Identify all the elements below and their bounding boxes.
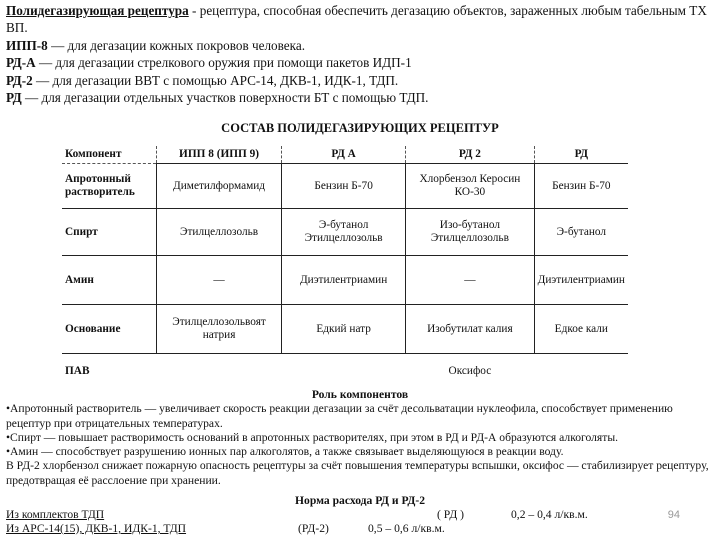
column-header: РД 2 <box>406 146 535 164</box>
norm-source: Из АРС-14(15), ДКВ-1, ИДК-1, ТДП <box>6 522 187 535</box>
usage-term: РД-2 <box>6 72 33 88</box>
roles-title: Роль компонентов <box>311 388 409 401</box>
definition-line <box>6 2 714 37</box>
usage-line-ipp8 <box>6 37 714 54</box>
table-cell: Диэтилентриамин <box>282 256 406 305</box>
table-cell: Едкий натр <box>282 305 406 354</box>
definition-term: Полидегазирующая рецептура <box>6 3 189 18</box>
table-cell: Изобутилат калия <box>406 305 535 354</box>
table-cell: Хлорбензол Керосин КО-30 <box>406 164 535 209</box>
roles-section <box>6 388 714 488</box>
column-header: РД А <box>282 146 406 164</box>
definition-text: - рецептура, способная обеспечить дегазацию объектов, зараженных любым табельным ТХ ВП. <box>6 3 707 36</box>
row-label: Основание <box>62 305 157 354</box>
table-cell: Оксифос <box>448 364 492 377</box>
usage-term: РД <box>6 90 22 106</box>
table-cell <box>534 354 628 389</box>
column-header: РД <box>534 146 628 164</box>
norm-formula: ( РД ) <box>437 508 465 521</box>
usage-line-rd2 <box>6 72 714 89</box>
table-row <box>62 354 628 389</box>
table-cell: Диэтилентриамин <box>534 256 628 305</box>
usage-text: — для дегазации кожных покровов человека. <box>47 37 305 53</box>
table-cell: Едкое кали <box>534 305 628 354</box>
norm-formula: (РД-2) <box>298 522 329 535</box>
table-title: СОСТАВ ПОЛИДЕГАЗИРУЮЩИХ РЕЦЕПТУР <box>221 121 499 135</box>
table-cell: Бензин Б-70 <box>534 164 628 209</box>
page-number: 94 <box>667 509 680 521</box>
norm-value: 0,5 – 0,6 л/кв.м. <box>368 522 445 535</box>
row-label: Апротонный растворитель <box>62 164 157 209</box>
table-header-row <box>62 146 628 164</box>
table-row <box>62 305 628 354</box>
table-cell <box>157 354 282 389</box>
usage-text: — для дегазации ВВТ с помощью АРС-14, ДКВ-1, ИДК-1, ТДП. <box>32 72 399 88</box>
column-header: Компонент <box>62 146 157 164</box>
column-header: ИПП 8 (ИПП 9) <box>157 146 282 164</box>
role-item: •Амин — способствует разрушению ионных пар алкоголятов, а также связывает выделяющуюся в реакции воду. <box>6 445 564 459</box>
table-cell: Этилцеллозольвоят натрия <box>157 305 282 354</box>
table-row <box>62 209 628 256</box>
table-cell: Диметилформамид <box>157 164 282 209</box>
usage-line-rd <box>6 89 714 106</box>
norm-value: 0,2 – 0,4 л/кв.м. <box>511 508 588 521</box>
norm-source: Из комплектов ТДП <box>6 508 105 521</box>
role-item: •Апротонный растворитель — увеличивает скорость реакции дегазации за счёт десольватации нуклеофила, способствует применению рецептур при отрицательных температурах. <box>6 402 673 430</box>
table-cell: Изо-бутанол Этилцеллозольв <box>406 209 535 256</box>
composition-table <box>62 146 628 388</box>
usage-line-rda <box>6 54 714 71</box>
usage-text: — для дегазации стрелкового оружия при помощи пакетов ИДП-1 <box>35 55 412 71</box>
table-cell <box>282 354 406 389</box>
table-row <box>62 256 628 305</box>
row-label: ПАВ <box>65 364 90 377</box>
table-cell: Этилцеллозольв <box>157 209 282 256</box>
table-cell: Бензин Б-70 <box>282 164 406 209</box>
norm-title: Норма расхода РД и РД-2 <box>295 494 425 507</box>
table-cell: Э-бутанол <box>534 209 628 256</box>
table-row <box>62 164 628 209</box>
usage-term: РД-А <box>6 55 36 71</box>
role-item: В РД-2 хлорбензол снижает пожарную опасность рецептуры за счёт повышения температуры вспышки, оксифос — стабилизирует рецептуру, предотвращая её расслоение при хранении. <box>6 459 709 487</box>
intro-block <box>6 2 714 106</box>
role-item: •Спирт — повышает растворимость оснований в апротонных растворителях, при этом в РД и РД-А образуются алкоголяты. <box>6 430 619 444</box>
row-label: Спирт <box>62 209 157 256</box>
table-cell: — <box>157 256 282 305</box>
table-cell: — <box>406 256 535 305</box>
usage-term: ИПП-8 <box>6 37 48 53</box>
row-label: Амин <box>62 256 157 305</box>
usage-text: — для дегазации отдельных участков поверхности БТ с помощью ТДП. <box>21 90 429 106</box>
table-cell: Э-бутанол Этилцеллозольв <box>282 209 406 256</box>
